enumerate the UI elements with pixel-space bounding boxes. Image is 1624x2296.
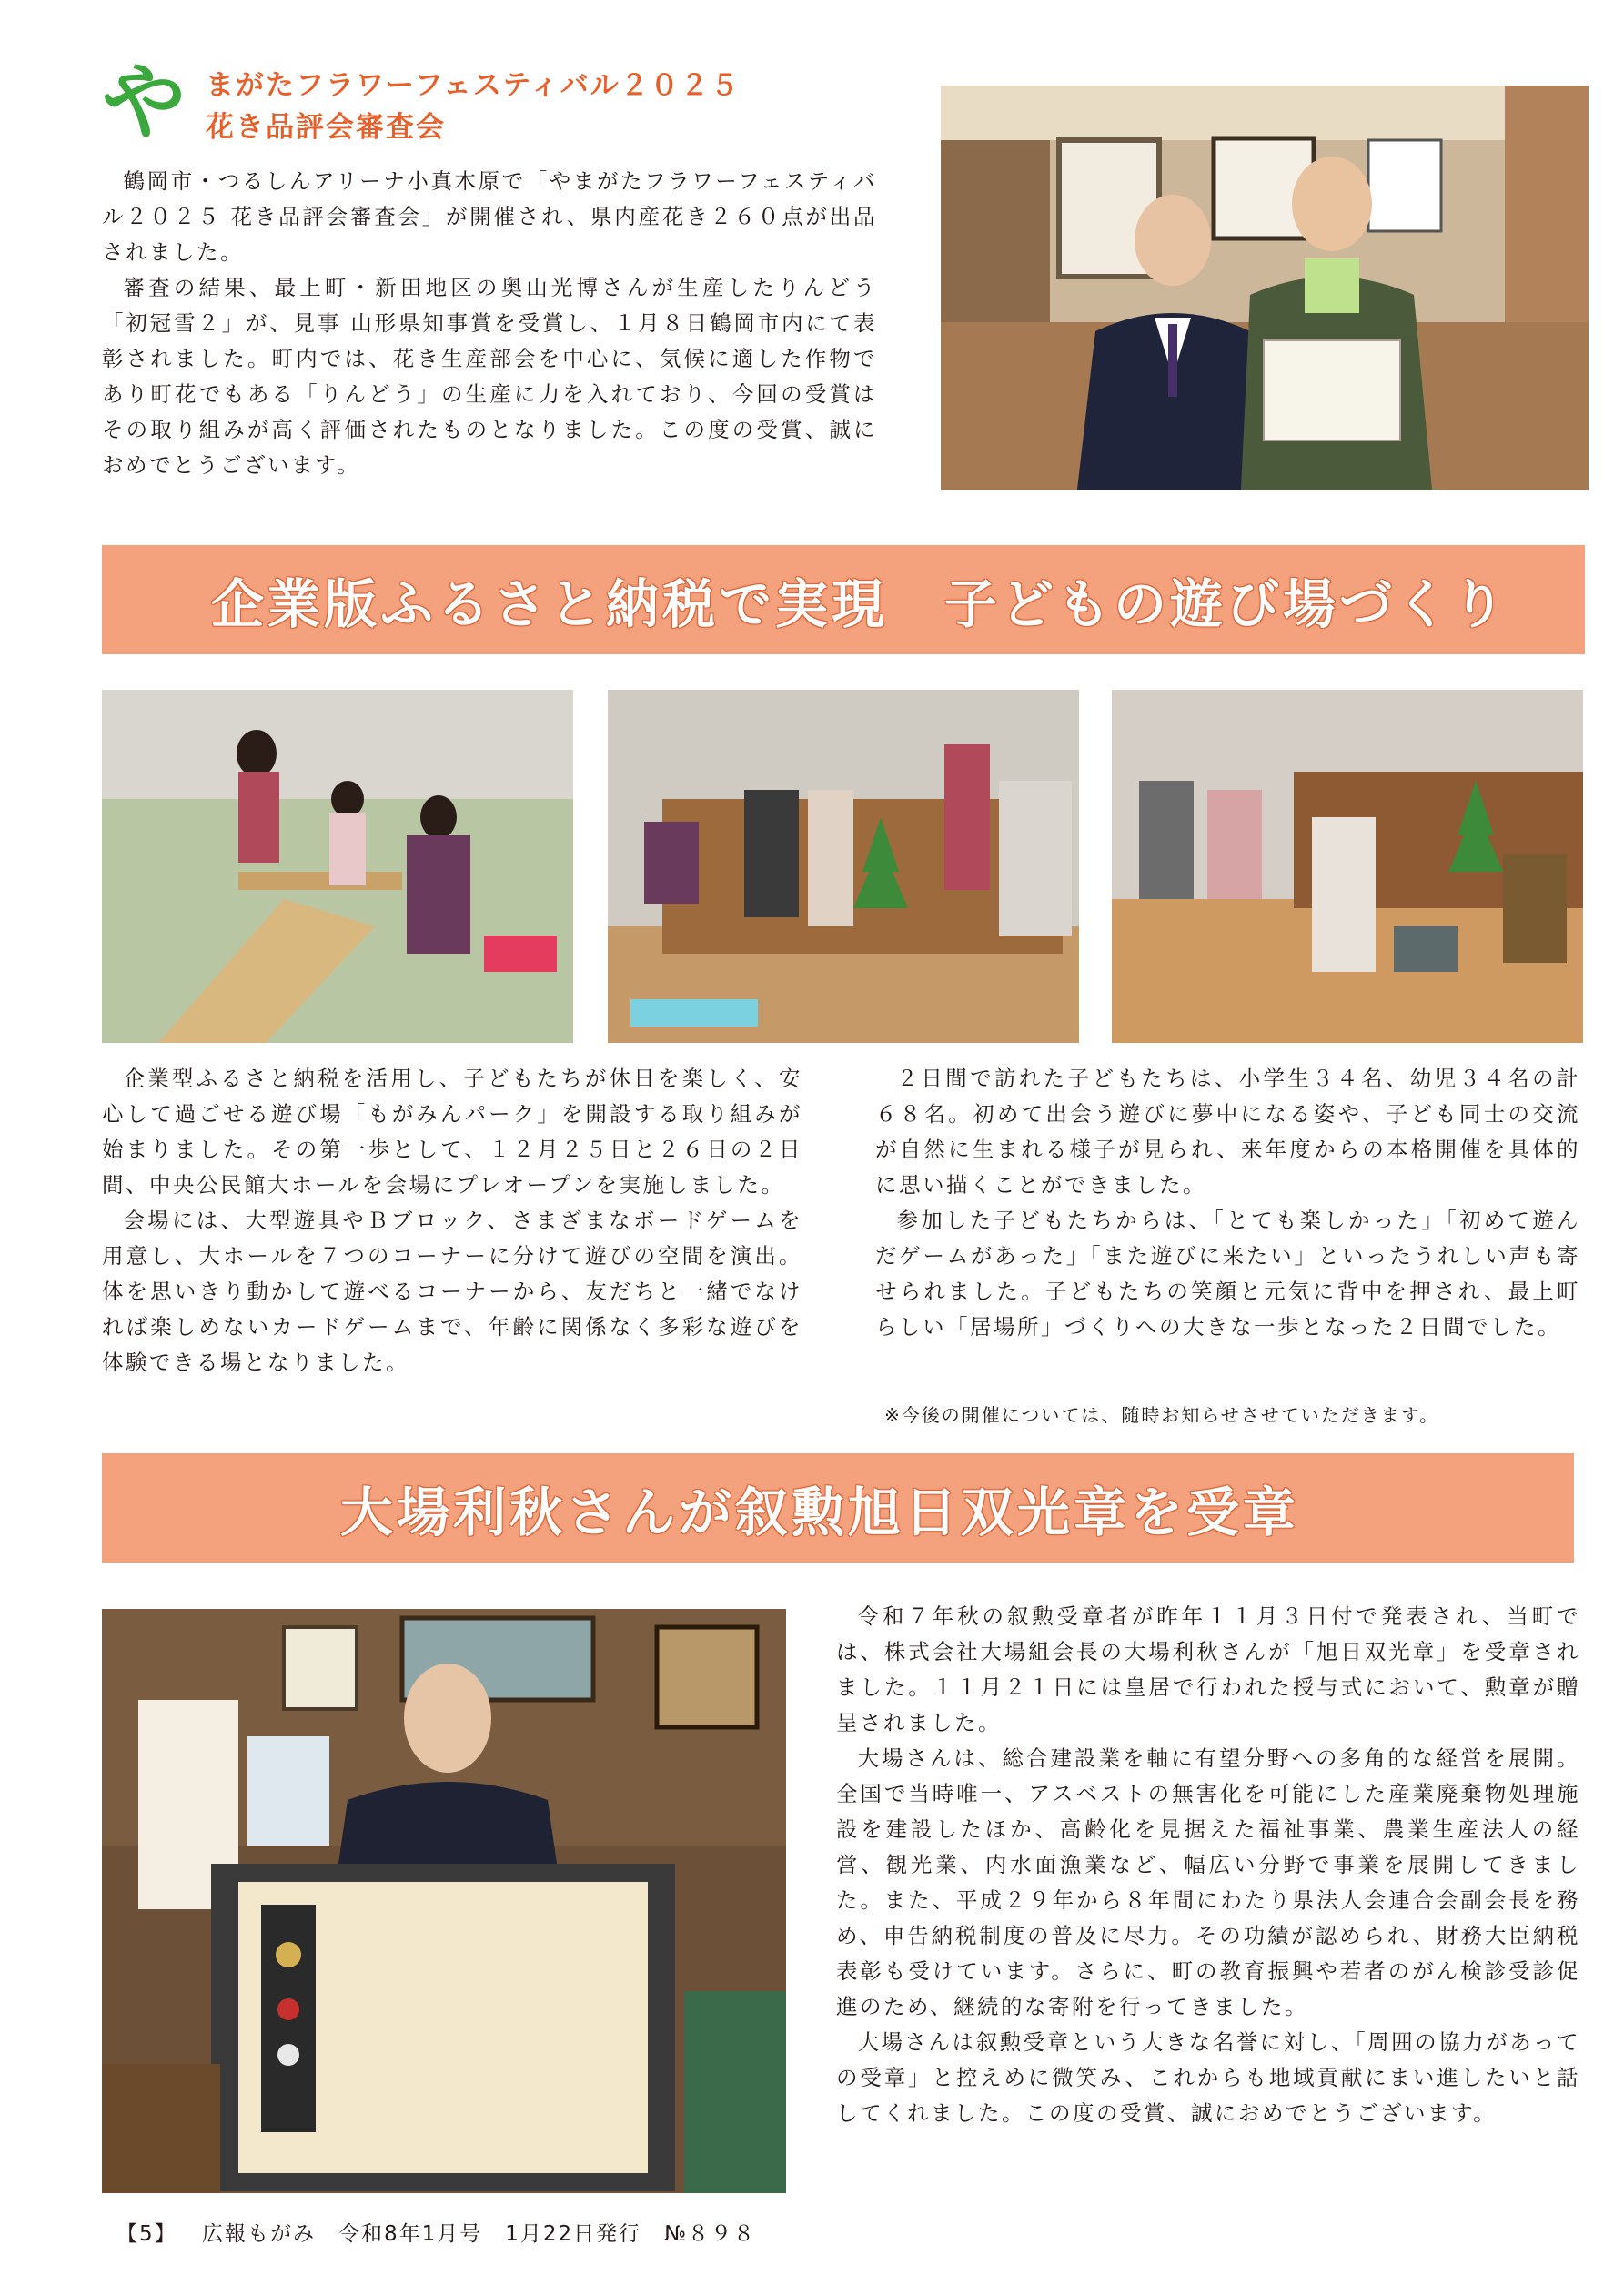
award-presentation-photo bbox=[941, 86, 1589, 490]
section3-paragraph: 令和７年秋の叙勲受章者が昨年１１月３日付で発表され、当町では、株式会社大場組会長の大場利秋さんが「旭日双光章」を受章されました。１１月２１日には皇居で行われた授与式において、勲章が贈呈されました。 bbox=[836, 1603, 1580, 1735]
section1-paragraph: 鶴岡市・つるしんアリーナ小真木原で「やまがたフラワーフェスティバル２０２５ 花き品評会審査会」が開催され、県内産花き２６０点が出品されました。 bbox=[102, 168, 877, 265]
section2-col1 bbox=[102, 1061, 802, 1381]
section2-col2 bbox=[875, 1061, 1580, 1345]
page-number: 【5】 bbox=[116, 2222, 177, 2246]
block-wall-photo bbox=[608, 690, 1079, 1043]
section2-col2-paragraph: ２日間で訪れた子どもたちは、小学生３４名、幼児３４名の計６８名。初めて出会う遊びに夢中になる姿や、子ども同士の交流が自然に生まれる様子が見られ、来年度からの本格開催を具体的に思い描くことができました。 bbox=[875, 1066, 1580, 1198]
medal-recipient-photo bbox=[102, 1609, 786, 2193]
section2-col1-paragraph: 会場には、大型遊具やＢブロック、さまざまなボードゲームを用意し、大ホールを７つのコーナーに分けて遊びの空間を演出。体を思いきり動かして遊べるコーナーから、友だちと一緒でなければ楽しめないカードゲームまで、年齢に関係なく多彩な遊びを体験できる場となりました。 bbox=[102, 1208, 802, 1375]
section3-paragraph: 大場さんは、総合建設業を軸に有望分野への多角的な経営を展開。全国で当時唯一、アスベストの無害化を可能にした産業廃棄物処理施設を建設したほか、高齢化を見据えた福祉事業、農業生産法人の経営、観光業、内水面漁業など、幅広い分野で事業を展開してきました。また、平成２９年から８年間にわたり県法人会連合会副会長を務め、申告納税制度の普及に尽力。その功績が認められ、財務大臣納税表彰も受けています。さらに、町の教育振興や若者のがん検診受診促進のため、継続的な寄附を行ってきました。 bbox=[836, 1745, 1580, 2019]
section3-paragraph: 大場さんは叙勲受章という大きな名誉に対し、「周囲の協力があっての受章」と控えめに微笑み、これからも地域貢献にまい進したいと話してくれました。この度の受賞、誠におめでとうございます。 bbox=[836, 2029, 1580, 2126]
section1-body bbox=[102, 164, 877, 483]
section1-paragraph: 審査の結果、最上町・新田地区の奥山光博さんが生産したりんどう「初冠雪２」が、見事 山形県知事賞を受賞し、１月８日鶴岡市内にて表彰されました。町内では、花き生産部会を中心に、気候に適した作物であり町花でもある「りんどう」の生産に力を入れており、今回の受賞はその取り組みが高く評価されたものとなりました。この度の受賞、誠におめでとうございます。 bbox=[102, 275, 877, 478]
publication-info: 広報もがみ 令和8年1月号 1月22日発行 №８９８ bbox=[201, 2222, 757, 2246]
section2-col1-paragraph: 企業型ふるさと納税を活用し、子どもたちが休日を楽しく、安心して過ごせる遊び場「もがみんパーク」を開設する取り組みが始まりました。その第一歩として、１２月２５日と２６日の２日間、中央公民館大ホールを会場にプレオープンを実施しました。 bbox=[102, 1066, 802, 1198]
section3-body bbox=[836, 1599, 1580, 2131]
section2-banner: 企業版ふるさと納税で実現 子どもの遊び場づくり bbox=[102, 545, 1585, 654]
section2-note: ※今後の開催については、随時お知らせさせていただきます。 bbox=[884, 1404, 1440, 1426]
page-footer bbox=[116, 2217, 756, 2247]
section1-title-line2: 花き品評会審査会 bbox=[206, 111, 446, 144]
section1-title-line1: まがたフラワーフェスティバル２０２５ bbox=[206, 69, 741, 102]
ya-logo-char: や bbox=[102, 58, 186, 146]
ya-logo bbox=[102, 58, 186, 146]
section2-col2-paragraph: 参加した子どもたちからは、「とても楽しかった」「初めて遊んだゲームがあった」「また遊びに来たい」といったうれしい声も寄せられました。子どもたちの笑顔と元気に背中を押され、最上町らしい「居場所」づくりへの大きな一歩となった２日間でした。 bbox=[875, 1208, 1580, 1340]
play-equipment-photo bbox=[102, 690, 573, 1043]
section3-banner: 大場利秋さんが叙勲旭日双光章を受章 bbox=[102, 1453, 1574, 1563]
kids-playing-photo bbox=[1112, 690, 1583, 1043]
